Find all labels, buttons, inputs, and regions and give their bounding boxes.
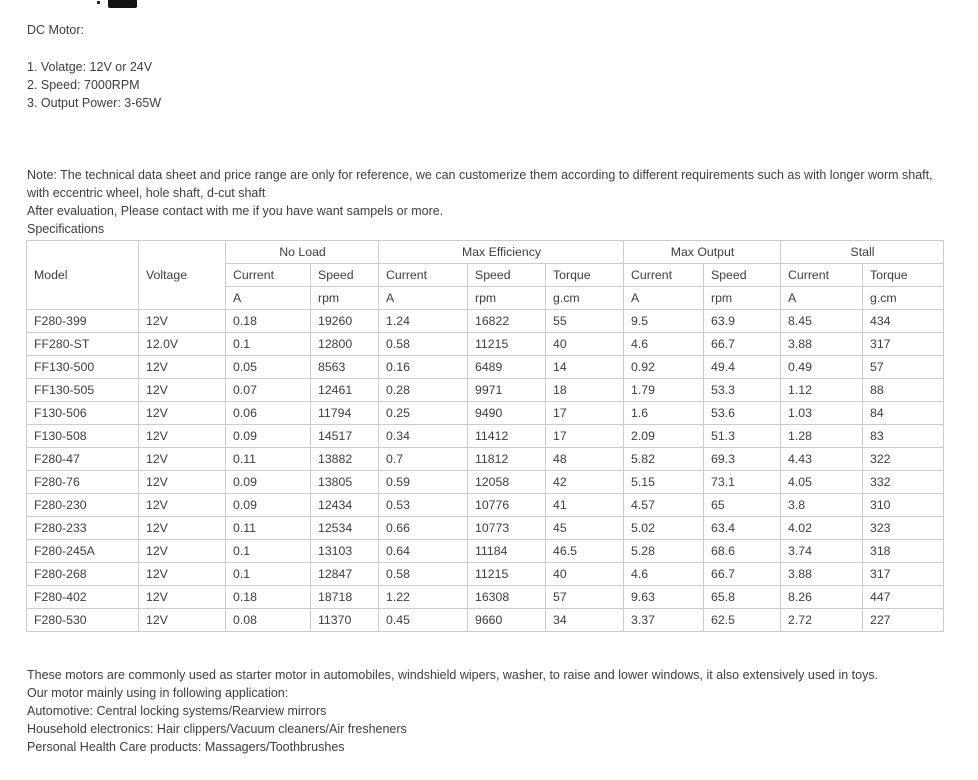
model-cell: F280-233 bbox=[27, 517, 139, 540]
value-cell: 12058 bbox=[468, 471, 546, 494]
value-cell: 3.88 bbox=[781, 563, 863, 586]
value-cell: 0.28 bbox=[379, 379, 468, 402]
value-cell: 10773 bbox=[468, 517, 546, 540]
value-cell: 12V bbox=[139, 379, 226, 402]
value-cell: 0.18 bbox=[226, 586, 311, 609]
value-cell: 3.88 bbox=[781, 333, 863, 356]
value-cell: 12V bbox=[139, 471, 226, 494]
table-row bbox=[27, 517, 944, 540]
application-line: Personal Health Care products: Massagers/Toothbrushes bbox=[27, 740, 345, 754]
value-cell: 2.09 bbox=[624, 425, 704, 448]
value-cell: 12V bbox=[139, 586, 226, 609]
value-cell: 9660 bbox=[468, 609, 546, 632]
value-cell: 5.02 bbox=[624, 517, 704, 540]
value-cell: 310 bbox=[863, 494, 944, 517]
table-row bbox=[27, 356, 944, 379]
sub-header: Current bbox=[624, 264, 704, 287]
motor-spec-item: 3. Output Power: 3-65W bbox=[27, 96, 162, 110]
unit-cell: A bbox=[624, 287, 704, 310]
model-cell: FF130-500 bbox=[27, 356, 139, 379]
value-cell: 0.09 bbox=[226, 471, 311, 494]
table-row bbox=[27, 402, 944, 425]
value-cell: 1.6 bbox=[624, 402, 704, 425]
value-cell: 13103 bbox=[311, 540, 379, 563]
value-cell: 83 bbox=[863, 425, 944, 448]
cropped-image-artifact bbox=[108, 0, 137, 8]
value-cell: 0.58 bbox=[379, 333, 468, 356]
value-cell: 1.12 bbox=[781, 379, 863, 402]
value-cell: 16822 bbox=[468, 310, 546, 333]
application-line: Household electronics: Hair clippers/Vacuum cleaners/Air fresheners bbox=[27, 722, 407, 736]
model-cell: F280-76 bbox=[27, 471, 139, 494]
value-cell: 12461 bbox=[311, 379, 379, 402]
value-cell: 12V bbox=[139, 425, 226, 448]
value-cell: 5.82 bbox=[624, 448, 704, 471]
unit-cell: A bbox=[781, 287, 863, 310]
sub-header: Current bbox=[226, 264, 311, 287]
value-cell: 19260 bbox=[311, 310, 379, 333]
value-cell: 51.3 bbox=[704, 425, 781, 448]
value-cell: 55 bbox=[546, 310, 624, 333]
value-cell: 3.37 bbox=[624, 609, 704, 632]
value-cell: 4.43 bbox=[781, 448, 863, 471]
sub-header: Speed bbox=[704, 264, 781, 287]
value-cell: 0.08 bbox=[226, 609, 311, 632]
value-cell: 12V bbox=[139, 402, 226, 425]
value-cell: 9971 bbox=[468, 379, 546, 402]
value-cell: 63.4 bbox=[704, 517, 781, 540]
value-cell: 0.11 bbox=[226, 517, 311, 540]
value-cell: 63.9 bbox=[704, 310, 781, 333]
unit-cell: rpm bbox=[704, 287, 781, 310]
value-cell: 66.7 bbox=[704, 563, 781, 586]
value-cell: 73.1 bbox=[704, 471, 781, 494]
note-block bbox=[27, 166, 935, 238]
model-cell: FF280-ST bbox=[27, 333, 139, 356]
value-cell: 1.22 bbox=[379, 586, 468, 609]
group-header: Max Efficiency bbox=[379, 241, 624, 264]
value-cell: 46.5 bbox=[546, 540, 624, 563]
note-text: Note: The technical data sheet and price range are only for reference, we can customerize them according to different requirements such as with longer worm shaft, with eccentric wheel, hole shaft, d-cut shaft bbox=[27, 168, 933, 200]
value-cell: 0.1 bbox=[226, 563, 311, 586]
sub-header: Speed bbox=[311, 264, 379, 287]
unit-cell: rpm bbox=[311, 287, 379, 310]
model-cell: F280-402 bbox=[27, 586, 139, 609]
value-cell: 332 bbox=[863, 471, 944, 494]
model-cell: F280-399 bbox=[27, 310, 139, 333]
value-cell: 318 bbox=[863, 540, 944, 563]
value-cell: 0.1 bbox=[226, 540, 311, 563]
specifications-label: Specifications bbox=[27, 222, 105, 236]
applications-block bbox=[27, 666, 878, 756]
value-cell: 84 bbox=[863, 402, 944, 425]
motor-spec-item: 1. Volatge: 12V or 24V bbox=[27, 60, 153, 74]
value-cell: 3.8 bbox=[781, 494, 863, 517]
value-cell: 317 bbox=[863, 563, 944, 586]
model-cell: F130-508 bbox=[27, 425, 139, 448]
model-header: Model bbox=[27, 241, 139, 310]
value-cell: 0.09 bbox=[226, 494, 311, 517]
value-cell: 0.18 bbox=[226, 310, 311, 333]
value-cell: 0.92 bbox=[624, 356, 704, 379]
table-row bbox=[27, 448, 944, 471]
group-header: Stall bbox=[781, 241, 944, 264]
value-cell: 0.7 bbox=[379, 448, 468, 471]
value-cell: 48 bbox=[546, 448, 624, 471]
value-cell: 0.07 bbox=[226, 379, 311, 402]
value-cell: 14 bbox=[546, 356, 624, 379]
value-cell: 4.6 bbox=[624, 563, 704, 586]
value-cell: 11794 bbox=[311, 402, 379, 425]
value-cell: 53.3 bbox=[704, 379, 781, 402]
value-cell: 9.5 bbox=[624, 310, 704, 333]
table-row bbox=[27, 379, 944, 402]
value-cell: 317 bbox=[863, 333, 944, 356]
value-cell: 0.09 bbox=[226, 425, 311, 448]
value-cell: 0.45 bbox=[379, 609, 468, 632]
sub-header: Torque bbox=[546, 264, 624, 287]
value-cell: 42 bbox=[546, 471, 624, 494]
value-cell: 68.6 bbox=[704, 540, 781, 563]
value-cell: 12800 bbox=[311, 333, 379, 356]
application-line: Automotive: Central locking systems/Rearview mirrors bbox=[27, 704, 327, 718]
value-cell: 227 bbox=[863, 609, 944, 632]
value-cell: 447 bbox=[863, 586, 944, 609]
value-cell: 40 bbox=[546, 333, 624, 356]
unit-cell: A bbox=[379, 287, 468, 310]
value-cell: 12V bbox=[139, 494, 226, 517]
unit-cell: g.cm bbox=[863, 287, 944, 310]
value-cell: 6489 bbox=[468, 356, 546, 379]
motor-spec-list bbox=[27, 58, 161, 112]
value-cell: 40 bbox=[546, 563, 624, 586]
table-row bbox=[27, 310, 944, 333]
value-cell: 8.45 bbox=[781, 310, 863, 333]
value-cell: 323 bbox=[863, 517, 944, 540]
value-cell: 12847 bbox=[311, 563, 379, 586]
value-cell: 10776 bbox=[468, 494, 546, 517]
value-cell: 1.24 bbox=[379, 310, 468, 333]
value-cell: 0.64 bbox=[379, 540, 468, 563]
table-row bbox=[27, 425, 944, 448]
sub-header: Speed bbox=[468, 264, 546, 287]
value-cell: 13805 bbox=[311, 471, 379, 494]
value-cell: 8.26 bbox=[781, 586, 863, 609]
value-cell: 65 bbox=[704, 494, 781, 517]
value-cell: 41 bbox=[546, 494, 624, 517]
value-cell: 4.05 bbox=[781, 471, 863, 494]
value-cell: 9.63 bbox=[624, 586, 704, 609]
value-cell: 62.5 bbox=[704, 609, 781, 632]
note-followup: After evaluation, Please contact with me if you have want sampels or more. bbox=[27, 204, 444, 218]
value-cell: 4.02 bbox=[781, 517, 863, 540]
value-cell: 0.66 bbox=[379, 517, 468, 540]
value-cell: 53.6 bbox=[704, 402, 781, 425]
value-cell: 11215 bbox=[468, 563, 546, 586]
model-cell: F280-47 bbox=[27, 448, 139, 471]
unit-cell: g.cm bbox=[546, 287, 624, 310]
model-cell: F280-245A bbox=[27, 540, 139, 563]
value-cell: 12.0V bbox=[139, 333, 226, 356]
value-cell: 11215 bbox=[468, 333, 546, 356]
value-cell: 1.28 bbox=[781, 425, 863, 448]
motor-spec-item: 2. Speed: 7000RPM bbox=[27, 78, 140, 92]
cropped-dot-artifact bbox=[97, 1, 100, 4]
value-cell: 57 bbox=[863, 356, 944, 379]
value-cell: 49.4 bbox=[704, 356, 781, 379]
sub-header: Current bbox=[379, 264, 468, 287]
value-cell: 18 bbox=[546, 379, 624, 402]
value-cell: 1.03 bbox=[781, 402, 863, 425]
table-row bbox=[27, 563, 944, 586]
sub-header: Current bbox=[781, 264, 863, 287]
value-cell: 12534 bbox=[311, 517, 379, 540]
value-cell: 66.7 bbox=[704, 333, 781, 356]
value-cell: 0.59 bbox=[379, 471, 468, 494]
value-cell: 12V bbox=[139, 310, 226, 333]
group-header: Max Output bbox=[624, 241, 781, 264]
value-cell: 5.28 bbox=[624, 540, 704, 563]
value-cell: 88 bbox=[863, 379, 944, 402]
value-cell: 0.53 bbox=[379, 494, 468, 517]
value-cell: 0.49 bbox=[781, 356, 863, 379]
value-cell: 12V bbox=[139, 448, 226, 471]
value-cell: 45 bbox=[546, 517, 624, 540]
value-cell: 0.34 bbox=[379, 425, 468, 448]
value-cell: 2.72 bbox=[781, 609, 863, 632]
value-cell: 65.8 bbox=[704, 586, 781, 609]
value-cell: 17 bbox=[546, 425, 624, 448]
value-cell: 12V bbox=[139, 609, 226, 632]
value-cell: 8563 bbox=[311, 356, 379, 379]
value-cell: 11412 bbox=[468, 425, 546, 448]
value-cell: 69.3 bbox=[704, 448, 781, 471]
value-cell: 14517 bbox=[311, 425, 379, 448]
value-cell: 322 bbox=[863, 448, 944, 471]
value-cell: 3.74 bbox=[781, 540, 863, 563]
value-cell: 1.79 bbox=[624, 379, 704, 402]
model-cell: F280-268 bbox=[27, 563, 139, 586]
value-cell: 12434 bbox=[311, 494, 379, 517]
unit-cell: A bbox=[226, 287, 311, 310]
value-cell: 0.1 bbox=[226, 333, 311, 356]
table-row bbox=[27, 609, 944, 632]
value-cell: 4.6 bbox=[624, 333, 704, 356]
value-cell: 13882 bbox=[311, 448, 379, 471]
value-cell: 9490 bbox=[468, 402, 546, 425]
specifications-table bbox=[26, 240, 944, 632]
table-row bbox=[27, 586, 944, 609]
application-line: Our motor mainly using in following application: bbox=[27, 686, 289, 700]
value-cell: 4.57 bbox=[624, 494, 704, 517]
value-cell: 0.05 bbox=[226, 356, 311, 379]
value-cell: 11812 bbox=[468, 448, 546, 471]
table-row bbox=[27, 540, 944, 563]
value-cell: 0.11 bbox=[226, 448, 311, 471]
value-cell: 0.58 bbox=[379, 563, 468, 586]
table-body bbox=[27, 310, 944, 632]
table-header bbox=[27, 241, 944, 310]
value-cell: 57 bbox=[546, 586, 624, 609]
application-line: These motors are commonly used as starter motor in automobiles, windshield wipers, washer, to raise and lower windows, it also extensively used in toys. bbox=[27, 668, 879, 682]
value-cell: 34 bbox=[546, 609, 624, 632]
value-cell: 12V bbox=[139, 563, 226, 586]
table-row bbox=[27, 333, 944, 356]
value-cell: 0.25 bbox=[379, 402, 468, 425]
value-cell: 11184 bbox=[468, 540, 546, 563]
model-cell: FF130-505 bbox=[27, 379, 139, 402]
model-cell: F130-506 bbox=[27, 402, 139, 425]
model-cell: F280-530 bbox=[27, 609, 139, 632]
voltage-header: Voltage bbox=[139, 241, 226, 310]
value-cell: 16308 bbox=[468, 586, 546, 609]
table-row bbox=[27, 494, 944, 517]
value-cell: 0.16 bbox=[379, 356, 468, 379]
value-cell: 5.15 bbox=[624, 471, 704, 494]
value-cell: 12V bbox=[139, 540, 226, 563]
value-cell: 18718 bbox=[311, 586, 379, 609]
model-cell: F280-230 bbox=[27, 494, 139, 517]
value-cell: 11370 bbox=[311, 609, 379, 632]
table-row bbox=[27, 471, 944, 494]
value-cell: 12V bbox=[139, 517, 226, 540]
value-cell: 0.06 bbox=[226, 402, 311, 425]
group-header: No Load bbox=[226, 241, 379, 264]
unit-cell: rpm bbox=[468, 287, 546, 310]
value-cell: 434 bbox=[863, 310, 944, 333]
value-cell: 12V bbox=[139, 356, 226, 379]
dc-motor-title: DC Motor: bbox=[27, 23, 84, 37]
sub-header: Torque bbox=[863, 264, 944, 287]
value-cell: 17 bbox=[546, 402, 624, 425]
